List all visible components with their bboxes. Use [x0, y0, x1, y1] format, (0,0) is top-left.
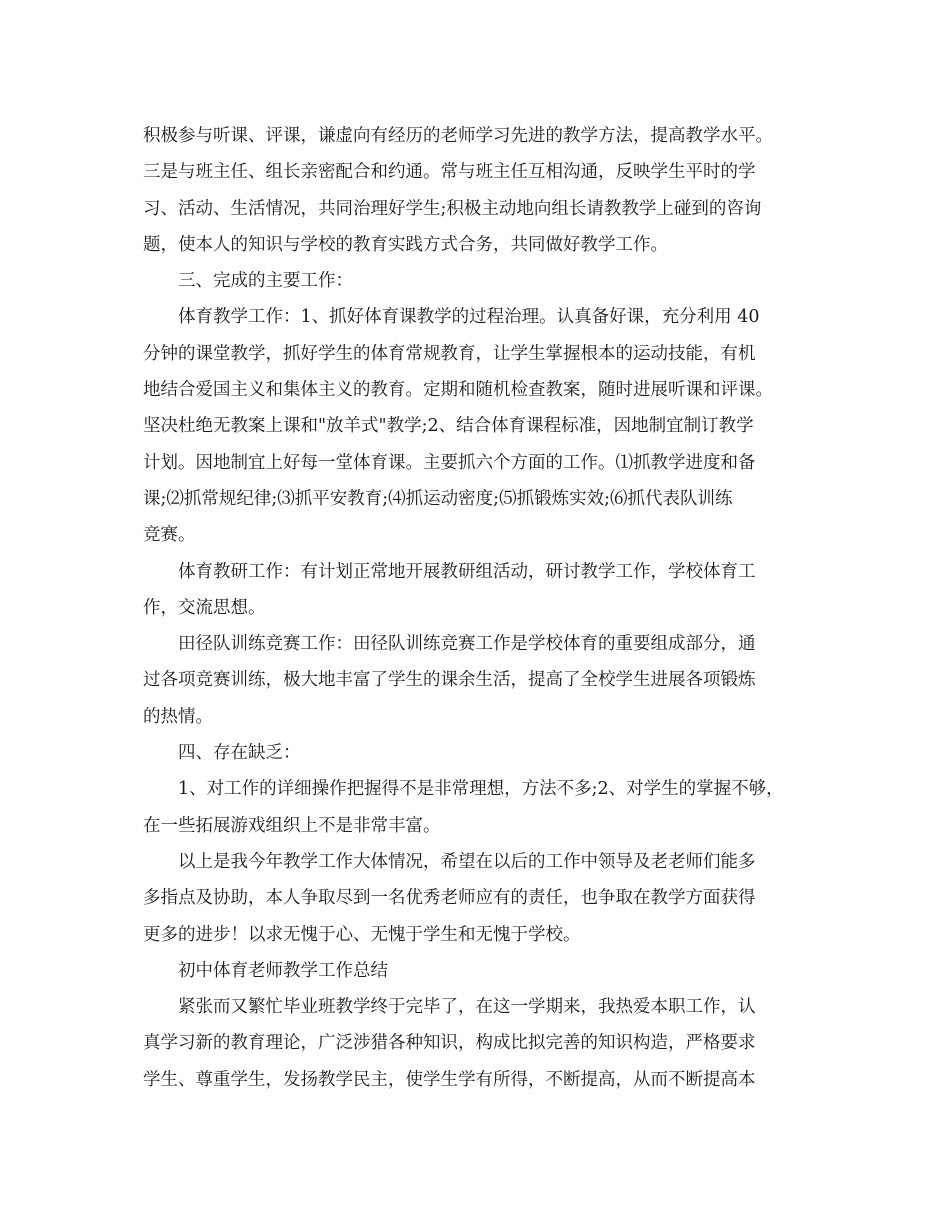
- text-line: 作，交流思想。: [143, 597, 266, 618]
- text-line: 紧张而又繁忙毕业班教学终于完毕了，在这一学期来，我热爱本职工作，认: [178, 997, 756, 1018]
- text-line: 地结合爱国主义和集体主义的教育。定期和随机检查教案，随时进展听课和评课。: [143, 380, 773, 401]
- text-line: 田径队训练竞赛工作：田径队训练竞赛工作是学校体育的重要组成部分，通: [178, 634, 756, 655]
- text-line: 积极参与听课、评课，谦虚向有经历的老师学习先进的教学方法，提高教学水平。: [143, 126, 773, 146]
- text-line: 体育教学工作：1、抓好体育课教学的过程治理。认真备好课，充分利用 40: [178, 307, 760, 328]
- text-line: 多指点及协助，本人争取尽到一名优秀老师应有的责任，也争取在教学方面获得: [143, 888, 756, 909]
- text-line: 课;⑵抓常规纪律;⑶抓平安教育;⑷抓运动密度;⑸抓锻炼实效;⑹抓代表队训练: [143, 488, 733, 509]
- text-line: 1、对工作的详细操作把握得不是非常理想，方法不多;2、对学生的掌握不够，: [178, 779, 784, 800]
- text-line: 竞赛。: [143, 525, 196, 546]
- text-line: 分钟的课堂教学，抓好学生的体育常规教育，让学生掌握根本的运动技能，有机: [143, 343, 756, 364]
- text-line: 以上是我今年教学工作大体情况，希望在以后的工作中领导及老老师们能多: [178, 851, 756, 872]
- text-line: 坚决杜绝无教案上课和"放羊式"教学;2、结合体育课程标准，因地制宜制订教学: [143, 416, 754, 437]
- text-line: 三是与班主任、组长亲密配合和约通。常与班主任互相沟通，反映学生平时的学: [143, 162, 756, 183]
- text-line: 题，使本人的知识与学校的教育实践方式合务，共同做好教学工作。: [143, 234, 668, 255]
- text-line: 习、活动、生活情况，共同治理好学生;积极主动地向组长请教教学上碰到的咨询: [143, 198, 762, 219]
- text-line: 计划。因地制宜上好每一堂体育课。主要抓六个方面的工作。⑴抓教学进度和备: [143, 452, 756, 473]
- text-line: 在一些拓展游戏组织上不是非常丰富。: [143, 815, 441, 836]
- text-line: 三、完成的主要工作：: [178, 271, 353, 292]
- text-line: 体育教研工作：有计划正常地开展教研组活动，研讨教学工作，学校体育工: [178, 561, 756, 582]
- text-line: 过各项竞赛训练，极大地丰富了学生的课余生活，提高了全校学生进展各项锻炼: [143, 670, 756, 691]
- text-line: 初中体育老师教学工作总结: [178, 960, 388, 981]
- text-line: 学生、尊重学生，发扬教学民主，使学生学有所得，不断提高，从而不断提高本: [143, 1069, 756, 1090]
- document-body: [143, 118, 813, 1098]
- text-line: 四、存在缺乏：: [178, 743, 301, 764]
- text-line: 真学习新的教育理论，广泛涉猎各种知识，构成比拟完善的知识构造，严格要求: [143, 1033, 756, 1054]
- text-line: 更多的进步！以求无愧于心、无愧于学生和无愧于学校。: [143, 924, 581, 945]
- text-line: 的热情。: [143, 706, 213, 727]
